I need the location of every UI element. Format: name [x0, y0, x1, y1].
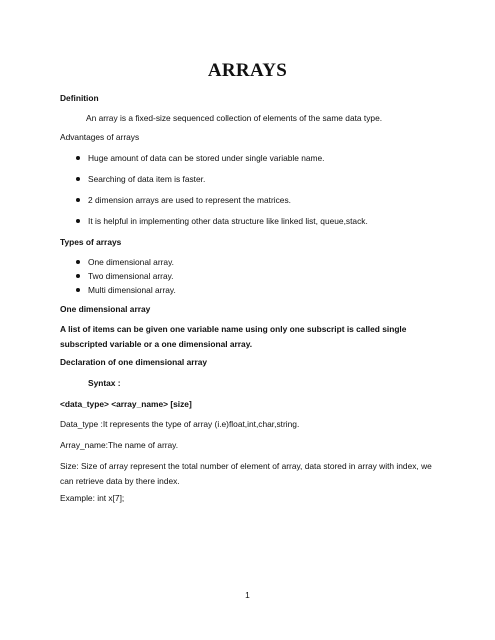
bullet-icon	[76, 288, 80, 292]
type-item: Two dimensional array.	[88, 271, 174, 281]
bullet-icon	[76, 260, 80, 264]
one-dim-text: A list of items can be given one variable name using only one subscript is called single subscripted variable or a one dimensional array.	[60, 324, 407, 349]
example-line: Example: int x[7];	[60, 493, 125, 503]
advantage-item: Searching of data item is faster.	[88, 174, 206, 184]
bullet-icon	[76, 219, 80, 223]
syntax-line: <data_type> <array_name> [size]	[60, 399, 192, 409]
advantage-item: 2 dimension arrays are used to represent the matrices.	[88, 195, 291, 205]
definition-heading: Definition	[60, 93, 99, 103]
size-desc: Size: Size of array represent the total number of element of array, data stored in array with index, we can retrieve data by there index.	[60, 461, 432, 486]
bullet-icon	[76, 274, 80, 278]
page-number: 1	[245, 590, 250, 600]
one-dim-heading: One dimensional array	[60, 304, 151, 314]
bullet-icon	[76, 156, 80, 160]
definition-text: An array is a fixed-size sequenced collection of elements of the same data type.	[86, 113, 383, 123]
advantage-item: Huge amount of data can be stored under single variable name.	[88, 153, 325, 163]
page-title: ARRAYS	[207, 60, 288, 81]
type-item: One dimensional array.	[88, 257, 174, 267]
data-type-desc: Data_type :It represents the type of array (i.e)float,int,char,string.	[60, 419, 300, 429]
advantage-item: It is helpful in implementing other data structure like linked list, queue,stack.	[88, 216, 368, 226]
type-item: Multi dimensional array.	[88, 285, 176, 295]
advantages-heading: Advantages of arrays	[60, 132, 140, 142]
types-heading: Types of arrays	[60, 237, 122, 247]
bullet-icon	[76, 198, 80, 202]
bullet-icon	[76, 177, 80, 181]
declaration-heading: Declaration of one dimensional array	[60, 357, 208, 367]
syntax-label: Syntax :	[88, 378, 121, 388]
array-name-desc: Array_name:The name of array.	[60, 440, 179, 450]
